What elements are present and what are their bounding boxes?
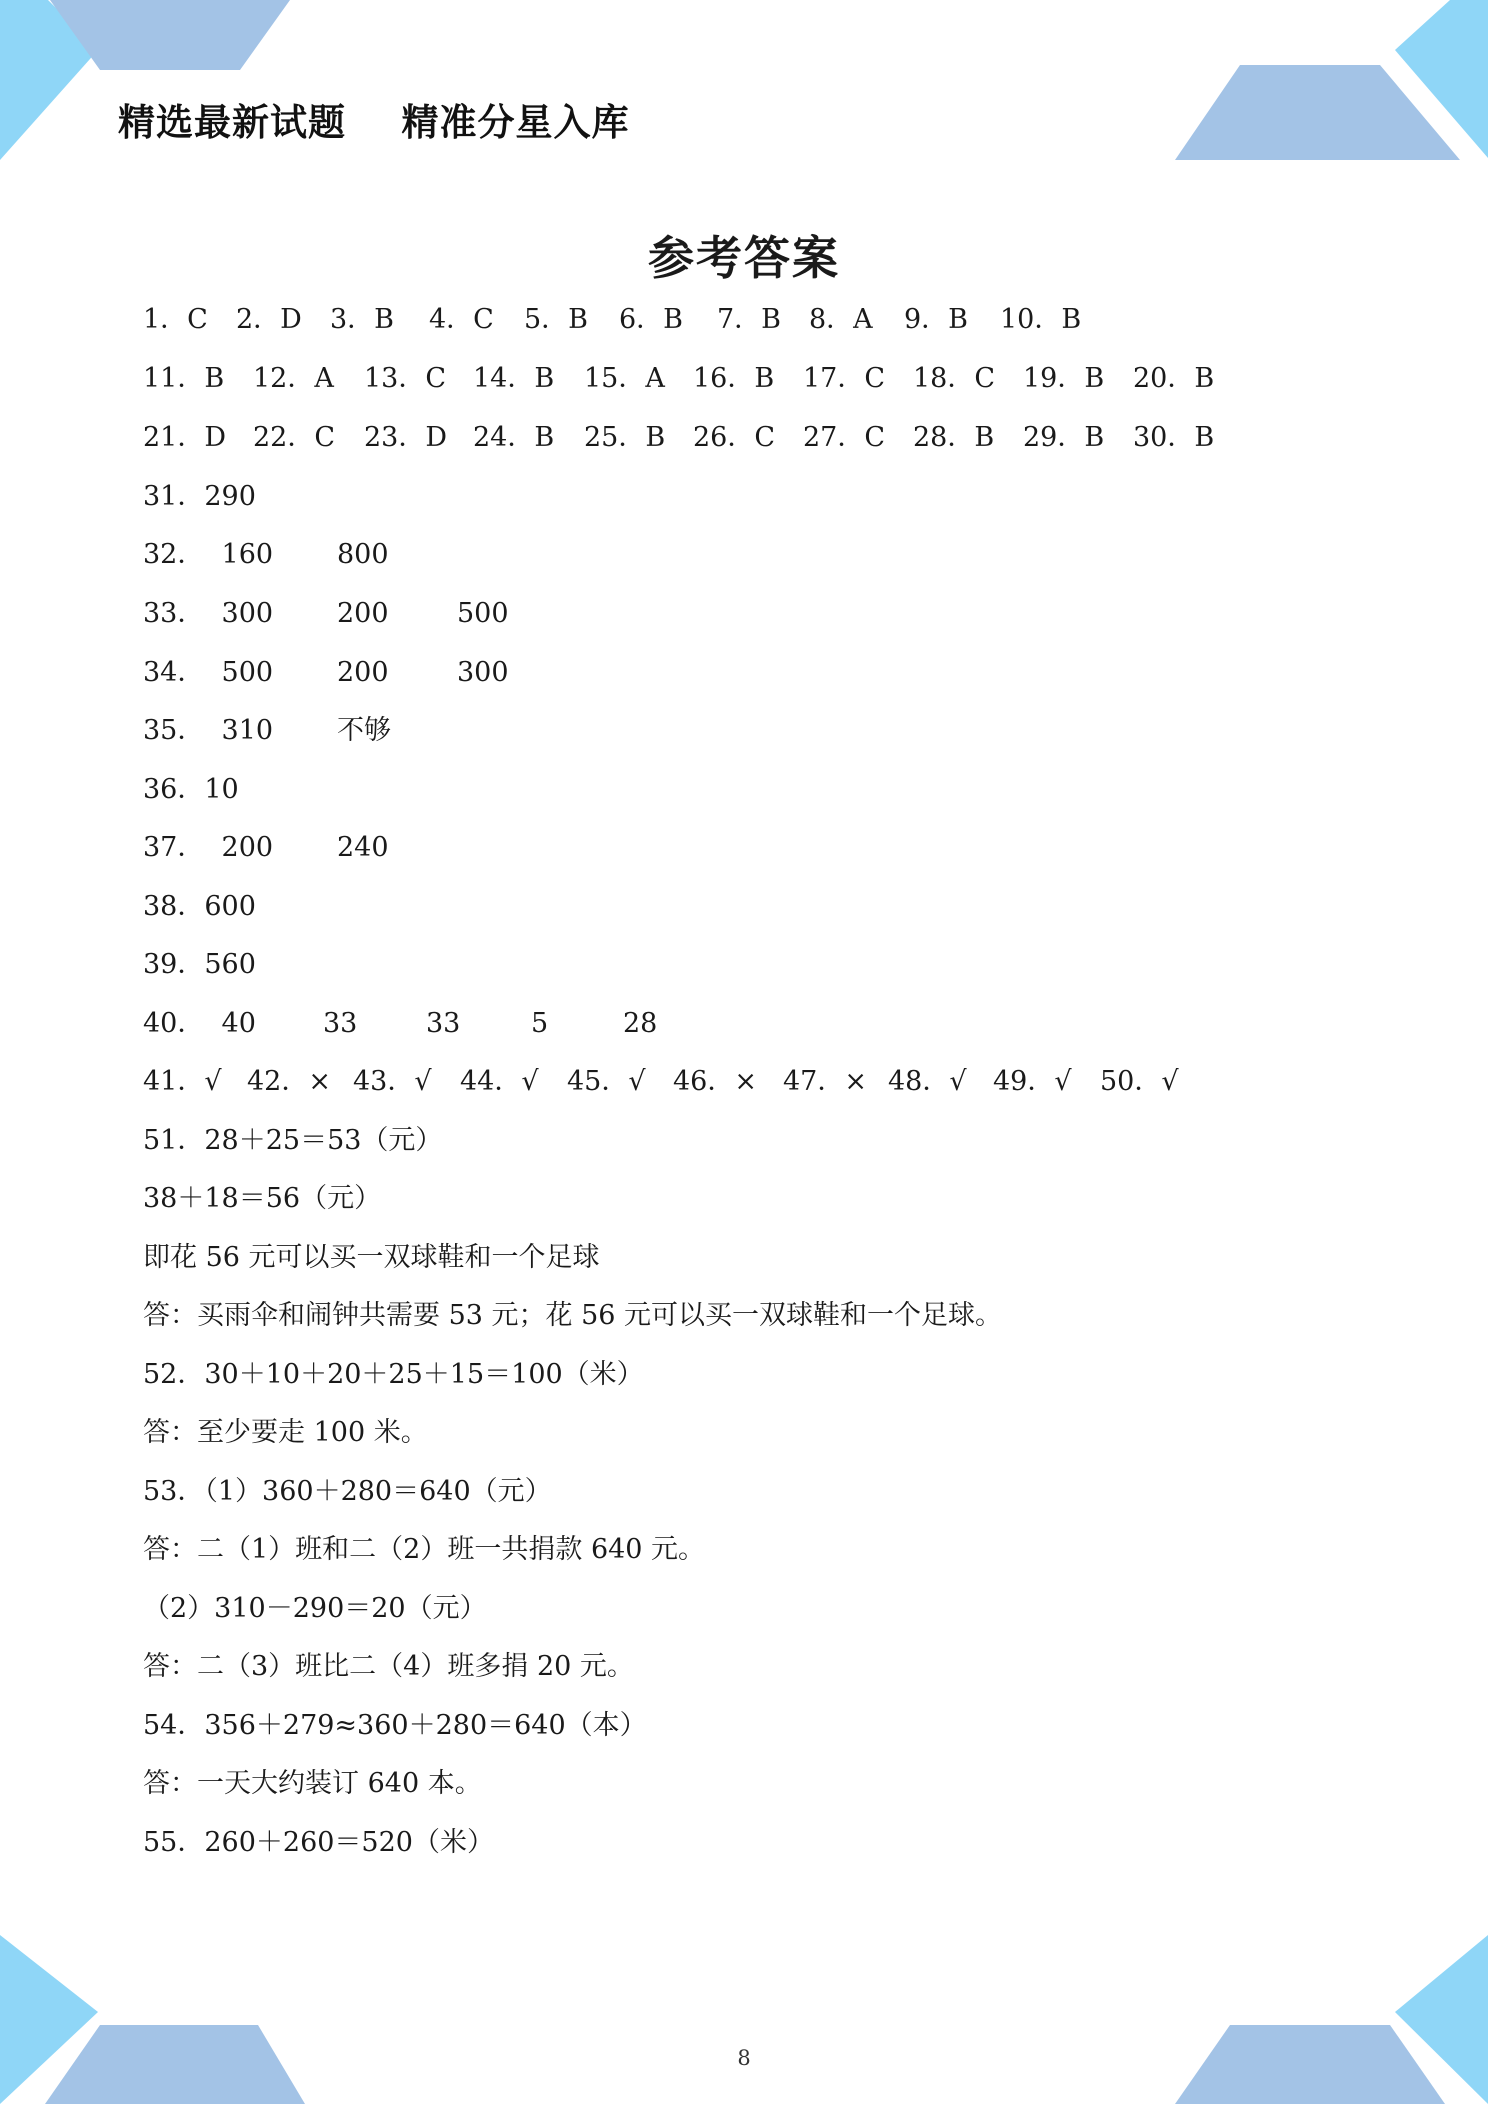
judge-answer: 41．√: [143, 1066, 222, 1097]
fill-row: [143, 479, 1343, 515]
header-slogan: 精选最新试题 精准分星入库: [118, 101, 630, 144]
choice-answer: 11．B: [143, 363, 225, 394]
fill-answer: 39．560: [143, 949, 256, 980]
choice-answer: 2．D: [236, 304, 302, 335]
fill-answer: 31．290: [143, 481, 256, 512]
judge-answer: 42．×: [247, 1066, 331, 1097]
choice-answer: 5．B: [524, 304, 589, 335]
fill-answer: 200: [337, 657, 389, 688]
choice-answer: 10．B: [1000, 304, 1082, 335]
choice-answer: 26．C: [693, 422, 776, 453]
choice-row: [143, 302, 1343, 338]
fill-answer: 28: [623, 1008, 658, 1039]
choice-answer: 16．B: [693, 363, 775, 394]
fill-row: [143, 537, 1343, 573]
choice-answer: 14．B: [473, 363, 555, 394]
corner-shape-top-right-mid: [1175, 65, 1460, 160]
fill-answer: 37． 200: [143, 832, 274, 863]
judge-answer: 47．×: [783, 1066, 867, 1097]
choice-answer: 24．B: [473, 422, 555, 453]
choice-answer: 4．C: [429, 304, 494, 335]
judge-answer: 45．√: [567, 1066, 646, 1097]
fill-answer: 33: [323, 1008, 358, 1039]
fill-answer: 40． 40: [143, 1008, 256, 1039]
judge-answer: 43．√: [353, 1066, 432, 1097]
solution-line: 答：一天大约装订 640 本。: [143, 1768, 482, 1799]
choice-answer: 19．B: [1023, 363, 1105, 394]
choice-answer: 12．A: [253, 363, 334, 394]
fill-answer: 33． 300: [143, 598, 274, 629]
judge-answer: 50．√: [1100, 1066, 1179, 1097]
solution-line: 即花 56 元可以买一双球鞋和一个足球: [143, 1242, 600, 1273]
fill-row: [143, 655, 1343, 691]
fill-answer: 33: [426, 1008, 461, 1039]
choice-answer: 28．B: [913, 422, 995, 453]
choice-answer: 21．D: [143, 422, 227, 453]
judge-answer: 44．√: [460, 1066, 539, 1097]
choice-answer: 29．B: [1023, 422, 1105, 453]
judge-answer: 49．√: [993, 1066, 1072, 1097]
fill-answer: 500: [457, 598, 509, 629]
fill-answer: 34． 500: [143, 657, 274, 688]
choice-answer: 3．B: [330, 304, 395, 335]
solution-line: 53．（1）360＋280＝640（元）: [143, 1476, 552, 1507]
choice-answer: 6．B: [619, 304, 684, 335]
solution-line: 55．260＋260＝520（米）: [143, 1827, 494, 1858]
choice-answer: 15．A: [584, 363, 665, 394]
fill-answer: 5: [531, 1008, 549, 1039]
judge-answer: 48．√: [888, 1066, 967, 1097]
fill-answer: 240: [337, 832, 389, 863]
fill-row: [143, 1006, 1343, 1042]
fill-answer: 36．10: [143, 774, 239, 805]
fill-answer: 800: [337, 539, 389, 570]
solution-line: 54．356＋279≈360＋280＝640（本）: [143, 1710, 647, 1741]
page-title: 参考答案: [648, 231, 840, 285]
solution-line: 答：至少要走 100 米。: [143, 1417, 428, 1448]
fill-answer: 不够: [337, 715, 391, 746]
fill-answer: 32． 160: [143, 539, 274, 570]
choice-answer: 8．A: [809, 304, 873, 335]
solution-line: （2）310－290＝20（元）: [143, 1593, 487, 1624]
solution-line: 答：二（1）班和二（2）班一共捐款 640 元。: [143, 1534, 706, 1565]
solution-line: 52．30＋10＋20＋25＋15＝100（米）: [143, 1359, 644, 1390]
choice-answer: 9．B: [904, 304, 969, 335]
fill-answer: 35． 310: [143, 715, 274, 746]
fill-row: [143, 830, 1343, 866]
choice-answer: 17．C: [803, 363, 886, 394]
choice-answer: 1．C: [143, 304, 208, 335]
solution-line: 答：二（3）班比二（4）班多捐 20 元。: [143, 1651, 634, 1682]
fill-row: [143, 596, 1343, 632]
choice-answer: 25．B: [584, 422, 666, 453]
choice-answer: 13．C: [364, 363, 447, 394]
fill-answer: 200: [337, 598, 389, 629]
fill-row: [143, 889, 1343, 925]
fill-row: [143, 947, 1343, 983]
solution-line: 38＋18＝56（元）: [143, 1183, 382, 1214]
solution-line: 51．28＋25＝53（元）: [143, 1125, 443, 1156]
choice-answer: 30．B: [1133, 422, 1215, 453]
choice-answer: 18．C: [913, 363, 996, 394]
choice-answer: 27．C: [803, 422, 886, 453]
choice-answer: 23．D: [364, 422, 448, 453]
fill-row: [143, 772, 1343, 808]
solution-line: 答：买雨伞和闹钟共需要 53 元；花 56 元可以买一双球鞋和一个足球。: [143, 1300, 1003, 1331]
choice-answer: 7．B: [717, 304, 782, 335]
judge-answer: 46．×: [673, 1066, 757, 1097]
choice-answer: 22．C: [253, 422, 336, 453]
choice-row: [143, 361, 1343, 397]
judge-row: [143, 1064, 1343, 1100]
fill-answer: 300: [457, 657, 509, 688]
page-number: 8: [737, 2046, 751, 2070]
choice-row: [143, 420, 1343, 456]
choice-answer: 20．B: [1133, 363, 1215, 394]
fill-row: [143, 713, 1343, 749]
fill-answer: 38．600: [143, 891, 256, 922]
